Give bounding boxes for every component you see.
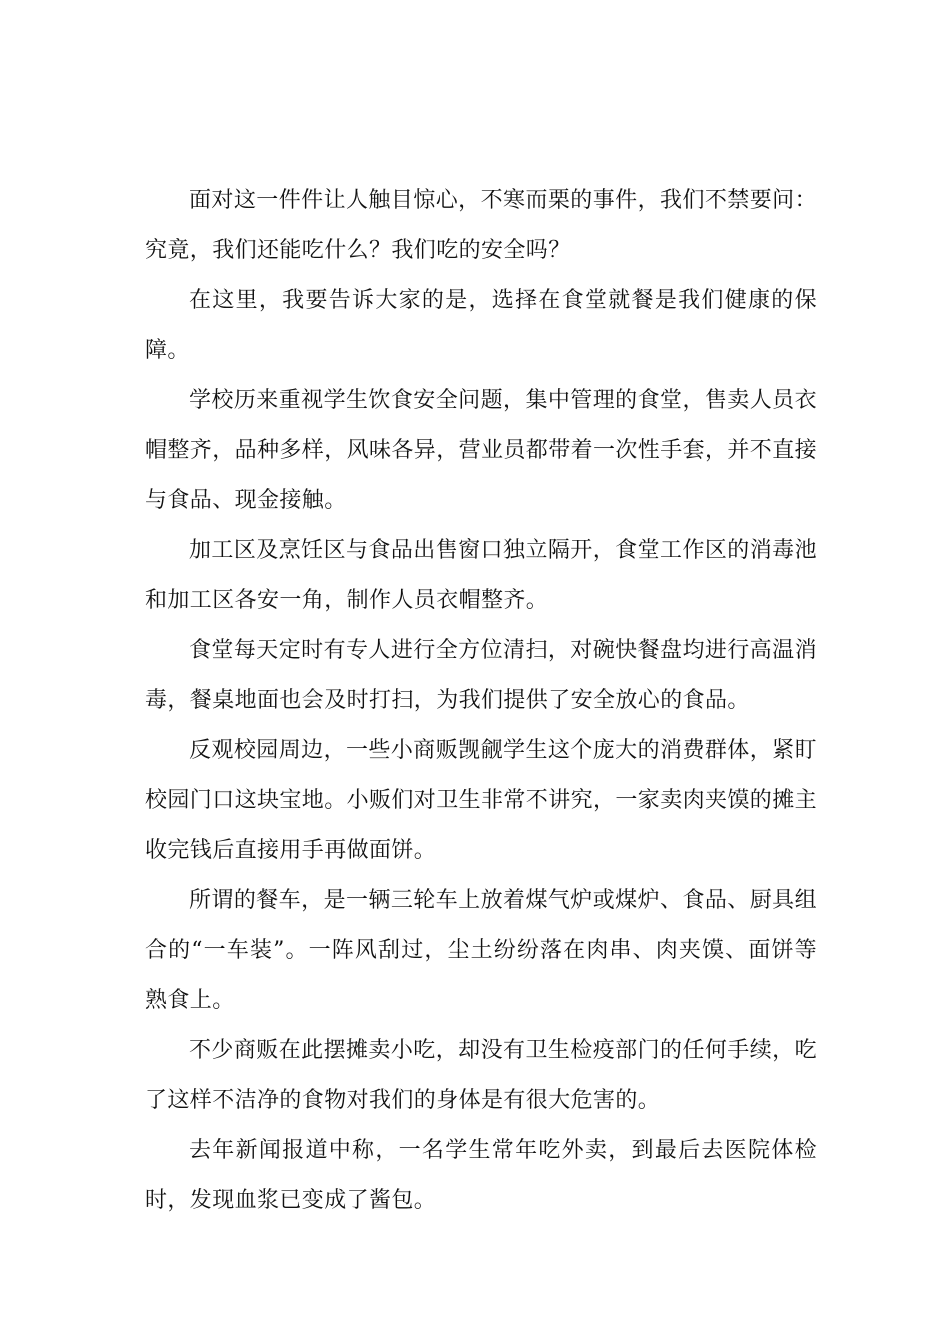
paragraph: 学校历来重视学生饮食安全问题，集中管理的食堂，售卖人员衣帽整齐，品种多样，风味各异，营业员都带着一次性手套，并不直接与食品、现金接触。	[145, 388, 818, 513]
paragraph: 反观校园周边，一些小商贩觊觎学生这个庞大的消费群体，紧盯校园门口这块宝地。小贩们对卫生非常不讲究，一家卖肉夹馍的摊主收完钱后直接用手再做面饼。	[145, 738, 818, 863]
paragraph: 在这里，我要告诉大家的是，选择在食堂就餐是我们健康的保障。	[145, 288, 817, 363]
paragraph: 加工区及烹饪区与食品出售窗口独立隔开，食堂工作区的消毒池和加工区各安一角，制作人员衣帽整齐。	[145, 538, 817, 613]
paragraph: 面对这一件件让人触目惊心，不寒而栗的事件，我们不禁要问：究竟，我们还能吃什么？我们吃的安全吗？	[145, 188, 817, 263]
paragraph: 食堂每天定时有专人进行全方位清扫，对碗快餐盘均进行高温消毒，餐桌地面也会及时打扫，为我们提供了安全放心的食品。	[145, 638, 817, 713]
document-body	[145, 176, 817, 1226]
paragraph: 去年新闻报道中称，一名学生常年吃外卖，到最后去医院体检时，发现血浆已变成了酱包。	[145, 1138, 817, 1213]
paragraph: 所谓的餐车，是一辆三轮车上放着煤气炉或煤炉、食品、厨具组合的“一车装”。一阵风刮过，尘土纷纷落在肉串、肉夹馍、面饼等熟食上。	[145, 888, 817, 1013]
paragraph: 不少商贩在此摆摊卖小吃，却没有卫生检疫部门的任何手续，吃了这样不洁净的食物对我们的身体是有很大危害的。	[145, 1038, 817, 1113]
